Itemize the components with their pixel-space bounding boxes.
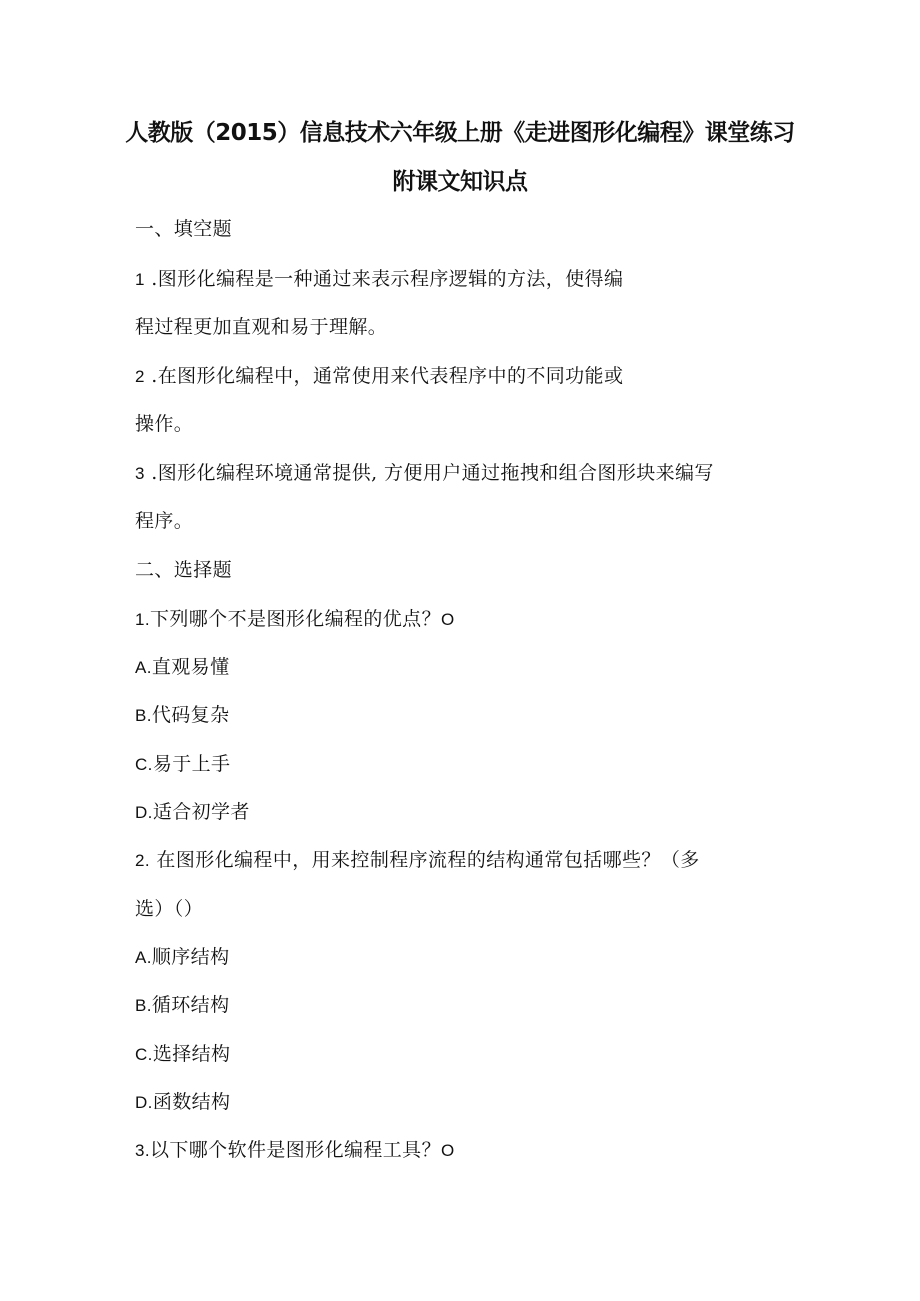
question-number: 2 [135, 367, 145, 386]
question-text: 在图形化编程中，用来控制程序流程的结构通常包括哪些？（多 [149, 849, 700, 871]
option-letter: C. [135, 1045, 153, 1064]
option-text: 代码复杂 [151, 704, 230, 726]
option-text: 顺序结构 [151, 946, 230, 968]
choice-question-1 [135, 606, 455, 633]
choice-option-1c [135, 751, 230, 778]
option-text: 函数结构 [152, 1091, 231, 1113]
option-text: 适合初学者 [152, 801, 250, 823]
option-text: 选择结构 [152, 1043, 231, 1065]
choice-option-1a [135, 654, 229, 681]
question-suffix: O [441, 1141, 455, 1160]
question-text: .在图形化编程中，通常使用来代表程序中的不同功能或 [144, 365, 624, 387]
option-letter: A. [135, 658, 152, 677]
question-text: .图形化编程环境通常提供, 方便用户通过拖拽和组合图形块来编写 [144, 462, 714, 484]
document-title-line1: 人教版（2015）信息技术六年级上册《走进图形化编程》课堂练习 [125, 120, 795, 146]
choice-option-1b [135, 702, 229, 729]
choice-option-2d [135, 1089, 230, 1116]
option-text: 循环结构 [151, 994, 230, 1016]
fill-question-1-line1 [135, 266, 623, 293]
section1-heading: 一、填空题 [135, 218, 233, 240]
choice-option-2c [135, 1041, 230, 1068]
choice-option-1d [135, 799, 250, 826]
option-letter: A. [135, 948, 152, 967]
fill-question-2-line1 [135, 363, 623, 390]
section2-heading: 二、选择题 [135, 559, 233, 581]
option-text: 直观易懂 [151, 656, 230, 678]
question-text: 下列哪个不是图形化编程的优点？ [149, 608, 441, 630]
question-number: 3. [135, 1141, 150, 1160]
fill-question-3-line2: 程序。 [135, 510, 194, 532]
option-letter: D. [135, 1093, 153, 1112]
option-letter: B. [135, 996, 152, 1015]
document-title-line2: 附课文知识点 [392, 169, 528, 195]
question-text: .图形化编程是一种通过来表示程序逻辑的方法，使得编 [144, 268, 624, 290]
choice-question-2-line1 [135, 847, 700, 874]
question-number: 2. [135, 851, 150, 870]
question-number: 3 [135, 464, 145, 483]
option-text: 易于上手 [152, 753, 231, 775]
choice-question-3 [135, 1137, 455, 1164]
option-letter: D. [135, 803, 153, 822]
question-number: 1. [135, 610, 150, 629]
choice-question-2-line2: 选）（） [135, 898, 204, 920]
option-letter: B. [135, 706, 152, 725]
choice-option-2b [135, 992, 229, 1019]
question-suffix: O [441, 610, 455, 629]
fill-question-2-line2: 操作。 [135, 413, 194, 435]
choice-option-2a [135, 944, 229, 971]
question-number: 1 [135, 270, 145, 289]
option-letter: C. [135, 755, 153, 774]
question-text: 以下哪个软件是图形化编程工具？ [149, 1139, 441, 1161]
fill-question-1-line2: 程过程更加直观和易于理解。 [135, 316, 388, 338]
fill-question-3-line1 [135, 460, 714, 487]
